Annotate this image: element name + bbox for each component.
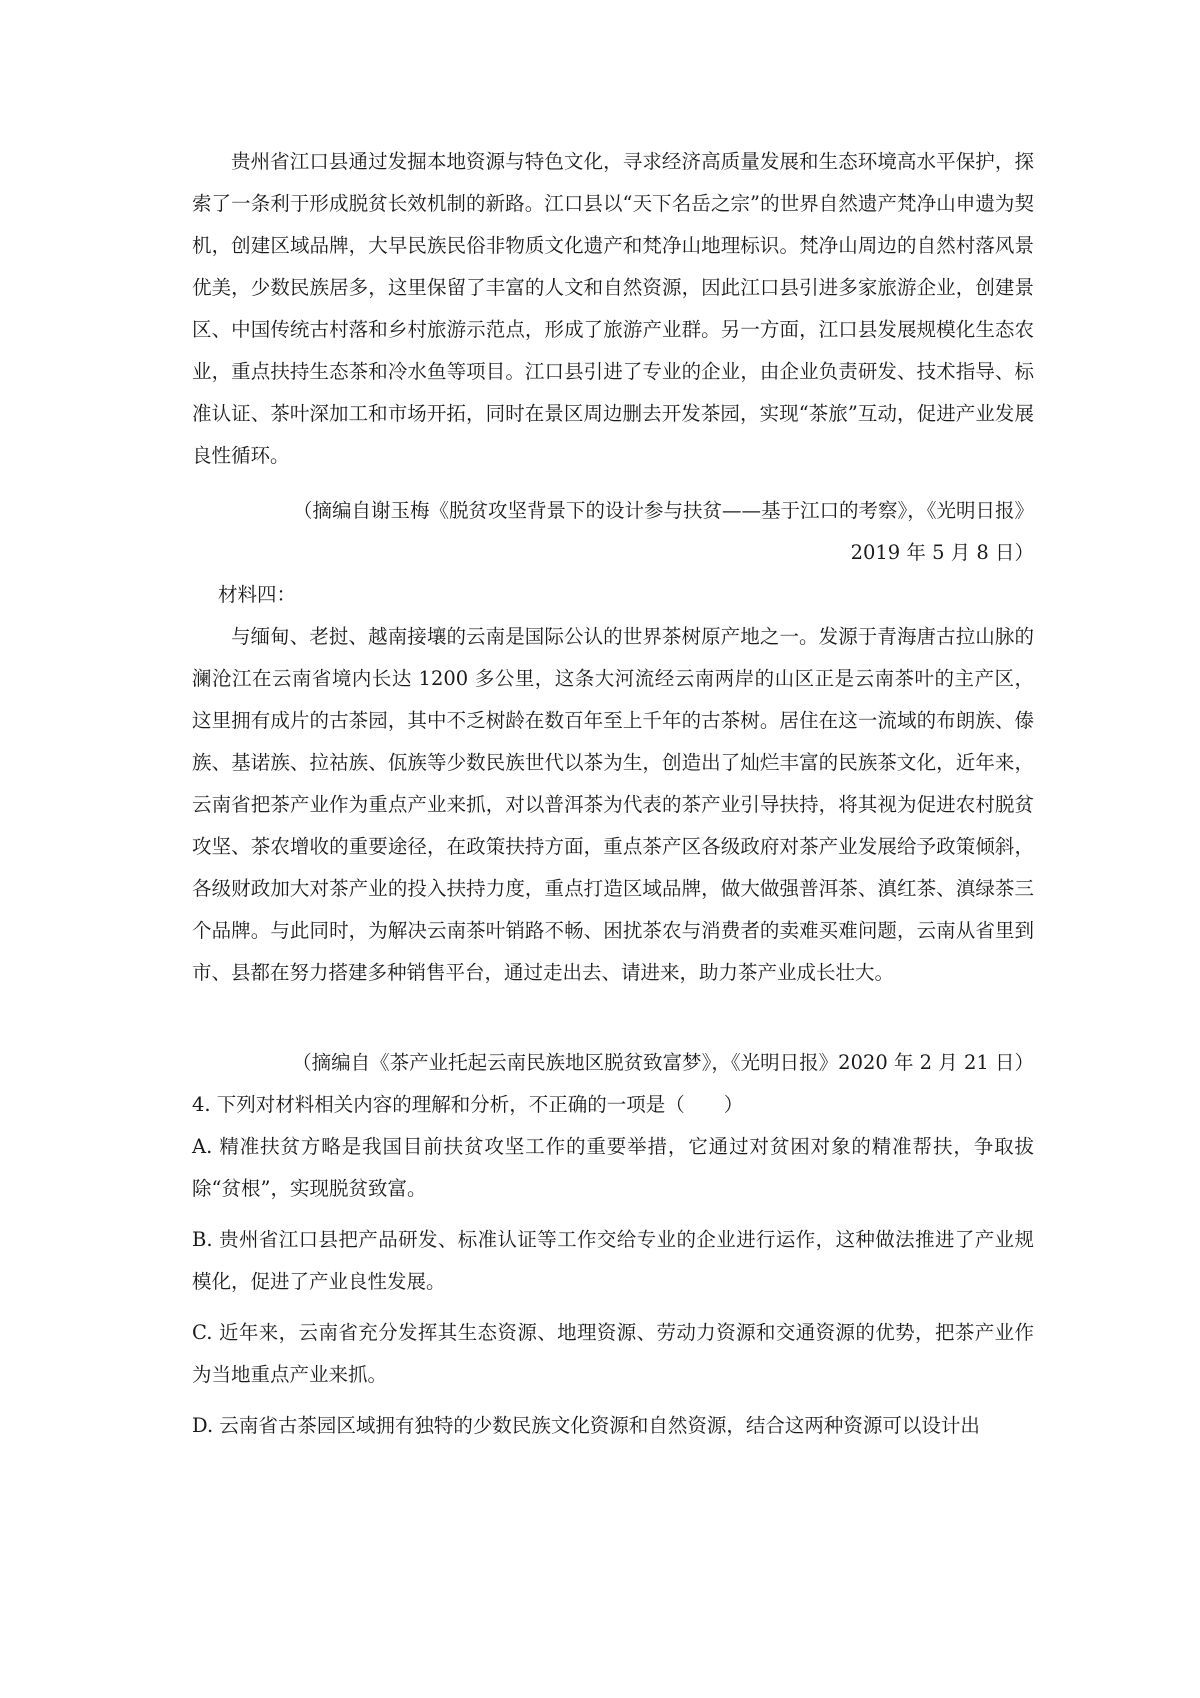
- source-citation-material-3-line1: （摘编自谢玉梅《脱贫攻坚背景下的设计参与扶贫——基于江口的考察》，《光明日报》: [292, 499, 1034, 522]
- material-4-label: 材料四：: [218, 583, 297, 606]
- question-4-stem: 4. 下列对材料相关内容的理解和分析，不正确的一项是（ ）: [192, 1093, 744, 1116]
- option-d: D. 云南省古茶园区域拥有独特的少数民族文化资源和自然资源，结合这两种资源可以设计出: [192, 1414, 980, 1437]
- option-a: A. 精准扶贫方略是我国目前扶贫攻坚工作的重要举措，它通过对贫困对象的精准帮扶，争取拔除“贫根”，实现脱贫致富。: [192, 1135, 1034, 1200]
- source-citation-material-4: （摘编自《茶产业托起云南民族地区脱贫致富梦》，《光明日报》2020 年 2 月 21 日）: [292, 1051, 1034, 1074]
- option-b: B. 贵州省江口县把产品研发、标准认证等工作交给专业的企业进行运作，这种做法推进了产业规模化，促进了产业良性发展。: [192, 1228, 1034, 1293]
- paragraph-guizhou-jiangkou: 贵州省江口县通过发掘本地资源与特色文化，寻求经济高质量发展和生态环境高水平保护，探索了一条利于形成脱贫长效机制的新路。江口县以“天下名岳之宗”的世界自然遗产梵净山申遗为契机，创建区域品牌，大早民族民俗非物质文化遗产和梵净山地理标识。梵净山周边的自然村落风景优美，少数民族居多，这里保留了丰富的人文和自然资源，因此江口县引进多家旅游企业，创建景区、中国传统古村落和乡村旅游示范点，形成了旅游产业群。另一方面，江口县发展规模化生态农业，重点扶持生态茶和冷水鱼等项目。江口县引进了专业的企业，由企业负责研发、技术指导、标准认证、茶叶深加工和市场开拓，同时在景区周边删去开发茶园，实现“茶旅”互动，促进产业发展良性循环。: [192, 150, 1034, 467]
- paragraph-yunnan-tea: 与缅甸、老挝、越南接壤的云南是国际公认的世界茶树原产地之一。发源于青海唐古拉山脉的澜沧江在云南省境内长达 1200 多公里，这条大河流经云南两岸的山区正是云南茶叶的主产区，这里拥有成片的古茶园，其中不乏树龄在数百年至上千年的古茶树。居住在这一流域的布朗族、傣族、基诺族、拉祜族、佤族等少数民族世代以茶为生，创造出了灿烂丰富的民族茶文化，近年来，云南省把茶产业作为重点产业来抓，对以普洱茶为代表的茶产业引导扶持，将其视为促进农村脱贫攻坚、茶农增收的重要途径，在政策扶持方面，重点茶产区各级政府对茶产业发展给予政策倾斜，各级财政加大对茶产业的投入扶持力度，重点打造区域品牌，做大做强普洱茶、滇红茶、滇绿茶三个品牌。与此同时，为解决云南茶叶销路不畅、困扰茶农与消费者的卖难买难问题，云南从省里到市、县都在努力搭建多种销售平台，通过走出去、请进来，助力茶产业成长壮大。: [192, 625, 1034, 984]
- option-c: C. 近年来，云南省充分发挥其生态资源、地理资源、劳动力资源和交通资源的优势，把茶产业作为当地重点产业来抓。: [192, 1321, 1034, 1386]
- source-citation-material-3-line2: 2019 年 5 月 8 日）: [850, 541, 1034, 564]
